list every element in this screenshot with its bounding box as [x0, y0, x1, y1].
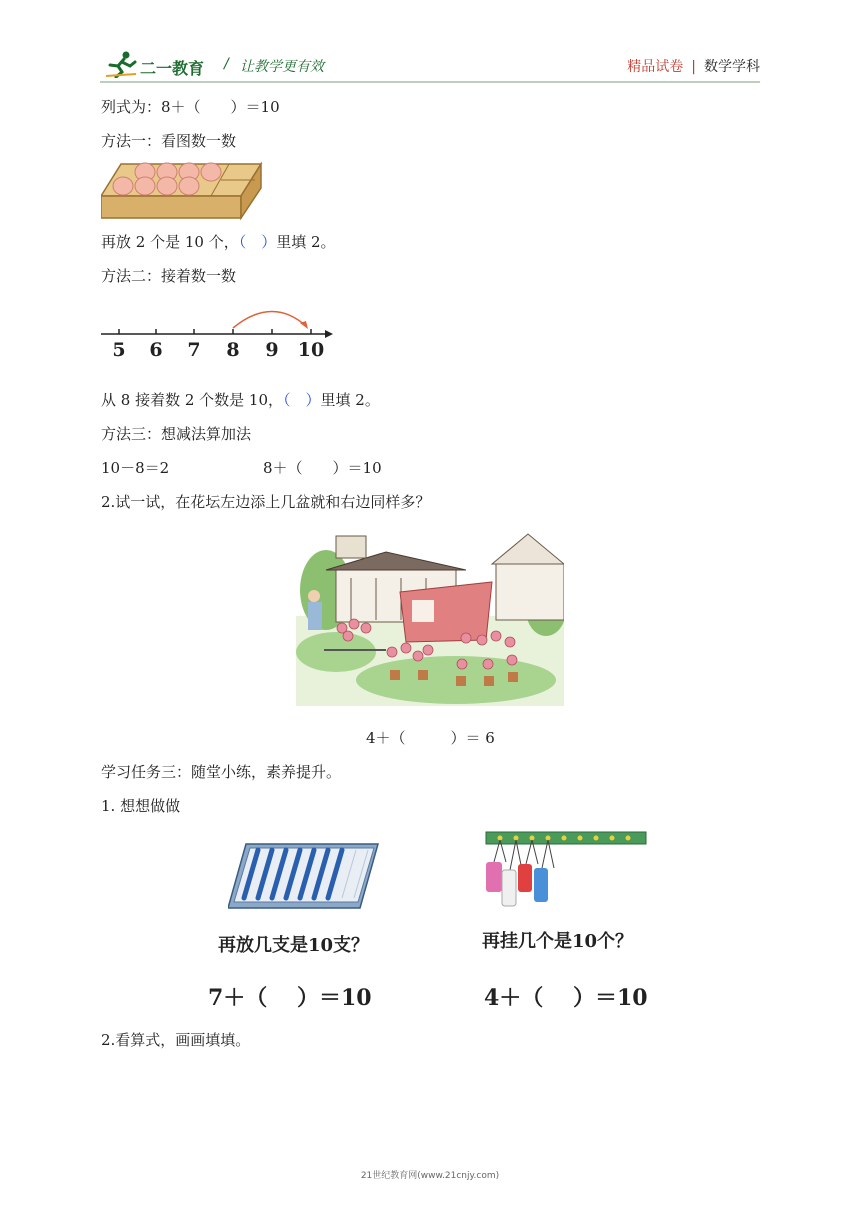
- count-on-text-b: 里填 2。: [320, 391, 380, 409]
- look-and-draw: 2.看算式，画画填填。: [101, 1031, 251, 1049]
- tick-label: 8: [226, 339, 240, 361]
- premium-paper-label: 精品试卷: [627, 59, 684, 75]
- think-and-do: 1. 想想做做: [101, 797, 181, 815]
- pen-question: 再放几支是10支？: [218, 935, 370, 956]
- pen-tray-image: [228, 838, 380, 910]
- tick-label: 5: [112, 339, 126, 361]
- subtraction-equation: 10－8＝2: [101, 459, 170, 477]
- put-more-line: [101, 232, 336, 252]
- flower-equation: 4＋（ ）＝ 6: [366, 729, 495, 747]
- blank-paren: （ ）: [283, 391, 321, 409]
- blank-paren: （ ）: [238, 233, 277, 251]
- method-one: 方法一：看图数一数: [101, 132, 237, 150]
- tick-label: 7: [187, 339, 201, 361]
- subject-label: 数学学科: [704, 59, 760, 75]
- addition-equation: 8＋（ ）＝10: [263, 459, 382, 477]
- footer: 21世纪教育网(www.21cnjy.com): [360, 1171, 500, 1181]
- method-two: 方法二：接着数一数: [101, 267, 237, 285]
- peach-box-image: [101, 158, 263, 222]
- cup-equation: 4＋（ ）＝10: [484, 985, 648, 1011]
- tick-label: 9: [265, 339, 279, 361]
- task-three-heading: 学习任务三：随堂小练，素养提升。: [101, 763, 342, 781]
- method-three: 方法三：想减法算加法: [101, 425, 252, 443]
- flower-bed-image: [296, 530, 564, 706]
- number-line: [101, 302, 341, 364]
- slogan: 让教学更有效: [240, 59, 324, 75]
- put-more-text-b: 里填 2。: [276, 233, 336, 251]
- formula-line: 列式为：8＋（ ）＝10: [101, 98, 280, 116]
- cup-question: 再挂几个是10个？: [482, 931, 634, 952]
- put-more-text-a: 再放 2 个是 10 个，: [101, 233, 239, 251]
- count-on-line: [101, 390, 380, 410]
- header-divider: |: [691, 59, 696, 75]
- pen-equation: 7＋（ ）＝10: [208, 985, 372, 1011]
- question-two: 2.试一试，在花坛左边添上几盆就和右边同样多？: [101, 493, 431, 511]
- count-on-text-a: 从 8 接着数 2 个数是 10，: [101, 391, 284, 409]
- header: [100, 48, 760, 82]
- cup-rack-image: [484, 828, 648, 912]
- header-rule: [100, 81, 760, 84]
- header-right: [627, 56, 760, 76]
- header-slash: /: [224, 56, 229, 72]
- runner-logo-icon: [106, 50, 138, 78]
- logo-text: 二一教育: [140, 59, 205, 78]
- tick-label: 10: [297, 339, 325, 361]
- tick-label: 6: [149, 339, 163, 361]
